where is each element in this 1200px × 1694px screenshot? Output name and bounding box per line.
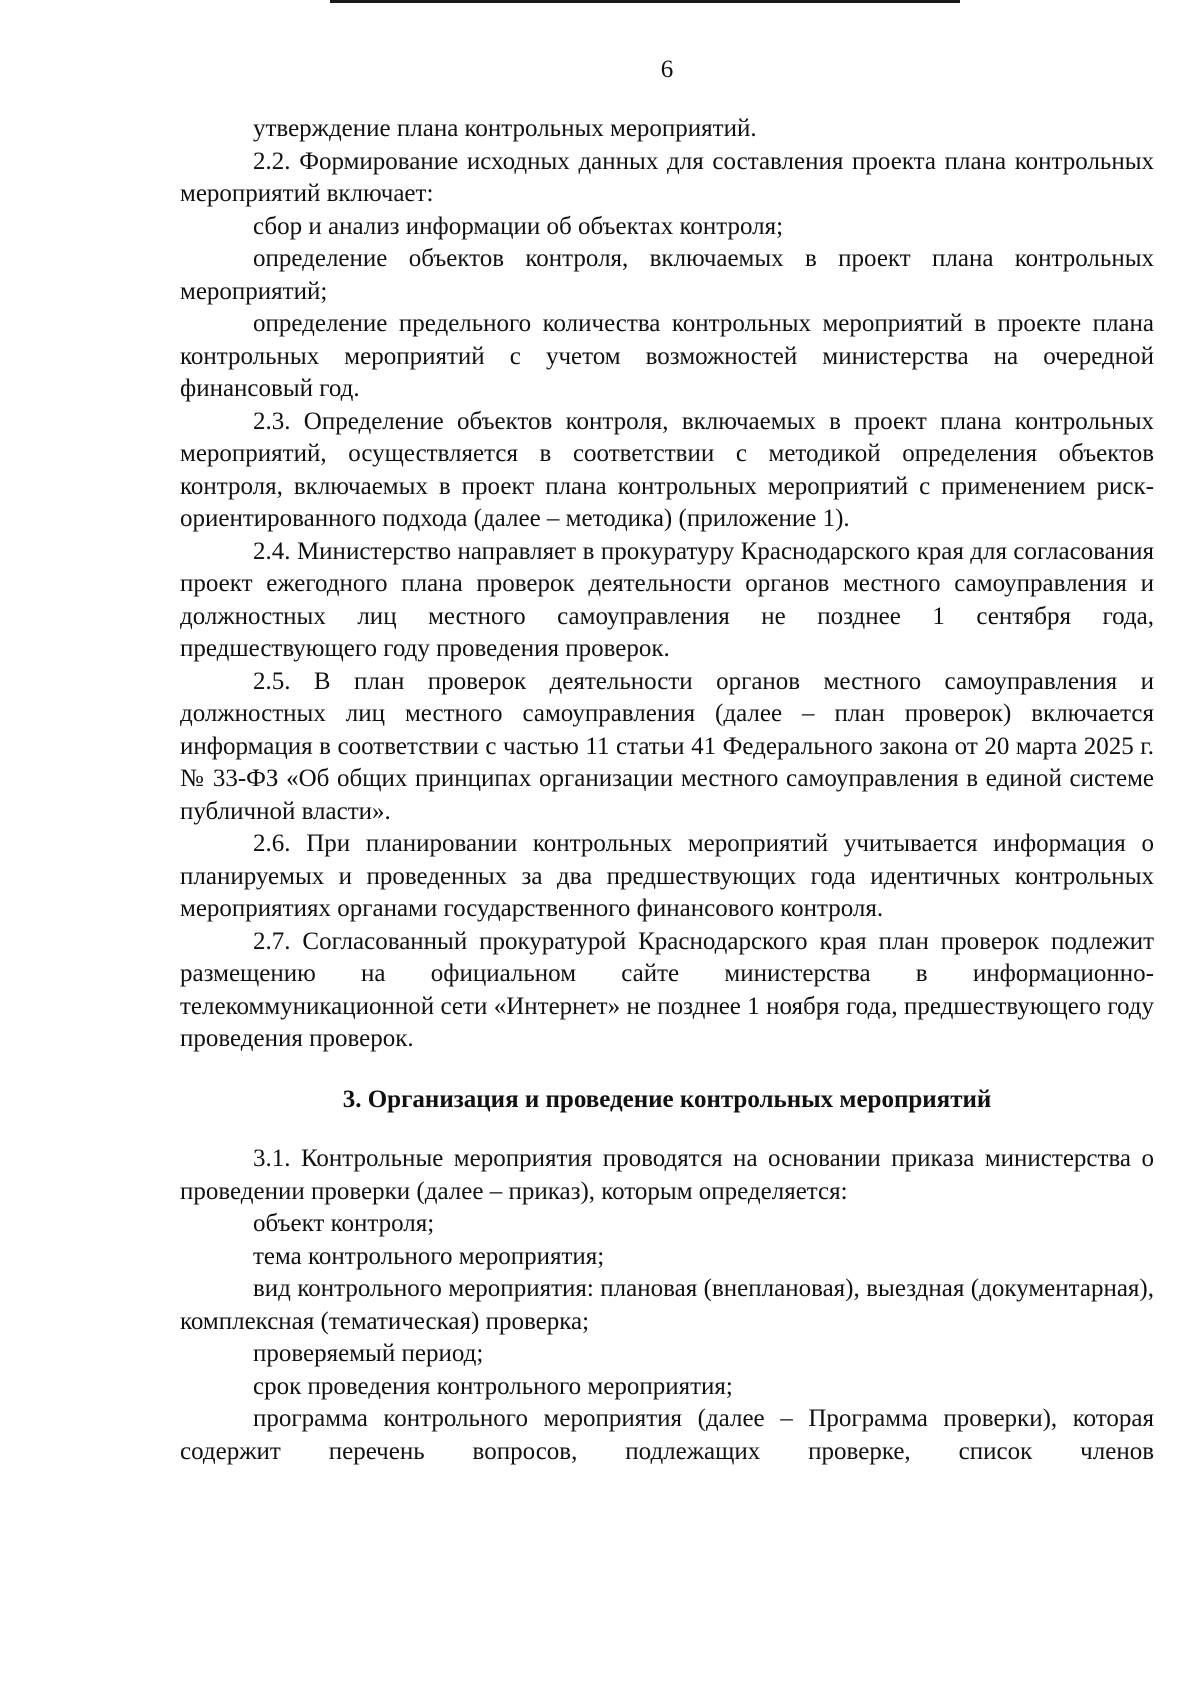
page-number: 6 xyxy=(660,56,674,83)
paragraph-3-1-item-4: проверяемый период; xyxy=(253,1340,484,1367)
paragraph-3-1-item-3: вид контрольного мероприятия: плановая (внеплановая), выездная (документарная), комплексная (тематическая) проверка; xyxy=(180,1275,1154,1335)
paragraph-3-1-item-5: срок проведения контрольного мероприятия; xyxy=(253,1372,733,1400)
document-body xyxy=(180,113,1154,1468)
section-3-heading: 3. Организация и проведение контрольных мероприятий xyxy=(342,1085,992,1113)
top-border-line xyxy=(330,0,960,3)
paragraph-continuation: утверждение плана контрольных мероприятий. xyxy=(253,115,757,142)
paragraph-2-5: 2.5. В план проверок деятельности органов местного самоуправления и должностных лиц местного самоуправления (далее – план проверок) включается информация в соответствии с частью 11 статьи 41 Федерального закона от 20 марта 2025 г. № 33-ФЗ «Об общих принципах организации местного самоуправления в единой системе публичной власти». xyxy=(180,667,1154,825)
paragraph-2-2-item-2: определение объектов контроля, включаемых в проект плана контрольных мероприятий; xyxy=(180,245,1154,305)
paragraph-2-7: 2.7. Согласованный прокуратурой Краснодарского края план проверок подлежит размещению на официальном сайте министерства в информационно-телекоммуникационной сети «Интернет» не позднее 1 ноября года, предшествующего году проведения проверок. xyxy=(180,927,1154,1052)
paragraph-2-4: 2.4. Министерство направляет в прокуратуру Краснодарского края для согласования проект ежегодного плана проверок деятельности органов местного самоуправления и должностных лиц местного самоуправления не позднее 1 сентября года, предшествующего году проведения проверок. xyxy=(180,537,1154,662)
paragraph-3-1-item-2: тема контрольного мероприятия; xyxy=(253,1242,605,1270)
paragraph-3-1-item-1: объект контроля; xyxy=(253,1210,435,1237)
paragraph-2-2: 2.2. Формирование исходных данных для составления проекта плана контрольных мероприятий включает: xyxy=(180,147,1154,207)
paragraph-2-2-item-3: определение предельного количества контрольных мероприятий в проекте плана контрольных мероприятий с учетом возможностей министерства на очередной финансовый год. xyxy=(180,310,1154,402)
paragraph-2-2-item-1: сбор и анализ информации об объектах контроля; xyxy=(253,212,784,240)
paragraph-3-1: 3.1. Контрольные мероприятия проводятся на основании приказа министерства о проведении проверки (далее – приказ), которым определяется: xyxy=(180,1145,1154,1205)
paragraph-3-1-item-6: программа контрольного мероприятия (далее – Программа проверки), которая содержит перечень вопросов, подлежащих проверке, список членов xyxy=(180,1405,1154,1465)
paragraph-2-3: 2.3. Определение объектов контроля, включаемых в проект плана контрольных мероприятий, осуществляется в соответствии с методикой определения объектов контроля, включаемых в проект плана контрольных мероприятий с применением риск-ориентированного подхода (далее – методика) (приложение 1). xyxy=(180,407,1154,532)
paragraph-2-6: 2.6. При планировании контрольных мероприятий учитывается информация о планируемых и проведенных за два предшествующих года идентичных контрольных мероприятиях органами государственного финансового контроля. xyxy=(180,830,1154,922)
